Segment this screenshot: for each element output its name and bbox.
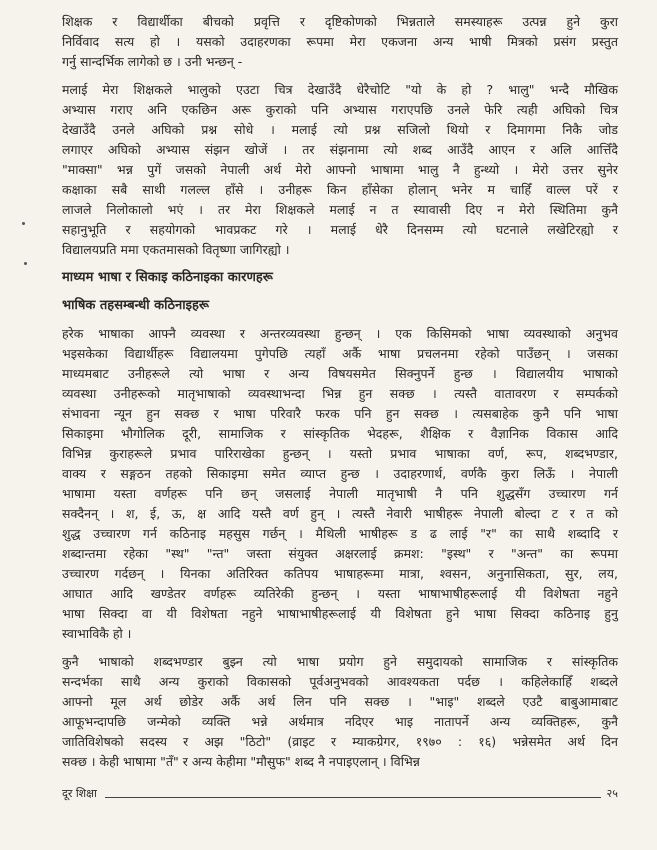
text-line: स्वाभाविकै हो । — [62, 626, 132, 641]
text-line: आफ्नो मूल अर्थ छोडेर अर्कै अर्थ लिन पनि सक्छ । "भाइ" शब्दले एउटै बाबुआमाबाट — [62, 694, 618, 709]
text-line: मलाई मेरा शिक्षकले भालुको एउटा चित्र देखाउँदै धेरैचोटि "यो के हो ? भालु" भन्दै मौखिक — [62, 82, 618, 97]
page-number: २५ — [606, 787, 618, 800]
text-line: सन्दर्भका साथै अन्य कुराको विकासको पूर्वअनुभवको आवश्यकता पर्दछ । कहिलेकाहिँ शब्दले — [62, 674, 618, 689]
footer-publication: दूर शिक्षा — [62, 787, 97, 800]
text-line: आघात आदि खण्डेतर वर्णहरू व्यतिरेकी हुन्छन् । यस्ता भाषाभाषीहरूलाई यी विशेषता नहुने — [62, 586, 618, 601]
text-line: सहानुभूति र सहयोगको भावप्रकट गरे । मलाई धेरै दिनसम्म त्यो घटनाले लखेटिरह्यो र — [62, 222, 618, 237]
scan-speck — [24, 262, 27, 265]
text-line: कक्षाका सबै साथी गलल्ल हाँसे । उनीहरू किन हाँसेका होलान् भनेर म चाहिँ वाल्ल परें र — [62, 182, 618, 197]
text-line: संभावना न्यून हुन सक्छ र भाषा परिवारै फरक पनि हुन सक्छ । त्यसबाहेक कुनै पनि भाषा — [62, 406, 618, 421]
text-line: शिक्षक र विद्यार्थीका बीचको प्रवृत्ति र दृष्टिकोणको भिन्नताले समस्याहरू उत्पन्न हुने कुरा — [62, 14, 618, 29]
text-line: जातिविशेषको सदस्य र अझ "ठिटो" (व्राइट र म्याकग्रेगर, १९७० : १६) भन्नेसमेत अर्थ दिन — [62, 734, 618, 749]
text-line: "माक्सा" भन्न पुगें जसको नेपाली अर्थ मेरो आफ्नो भाषामा भालु नै हुन्थ्यो । मेरो उत्तर सुनेर — [62, 162, 618, 177]
text-line: सक्छ । केही भाषामा "तँ" र अन्य केहीमा "मौसुफ" शब्द नै नपाइएलान् । विभिन्न — [62, 754, 420, 769]
text-line: शुद्ध उच्चारण गर्न कठिनाइ महसुस गर्छन् । मैथिली भाषीहरू ड ढ लाई "र" का साथै शब्दादि र — [62, 526, 618, 541]
subsection-heading: भाषिक तहसम्बन्धी कठिनाइहरू — [62, 298, 210, 313]
paragraph — [62, 324, 618, 644]
footer-rule — [105, 797, 601, 798]
paragraph — [62, 652, 618, 772]
text-line: देखाउँदै उनले अघिको प्रश्न सोधे । मलाई त्यो प्रश्न सजिलो थियो र दिमागमा निकै जोड — [62, 122, 618, 137]
section-heading: माध्यम भाषा र सिकाइ कठिनाइका कारणहरू — [62, 270, 273, 285]
text-line: निर्विवाद सत्य हो । यसको उदाहरणका रूपमा मेरा एकजना अन्य भाषी मित्रको प्रसंग प्रस्तुत — [62, 34, 618, 49]
text-line: भाषा सिक्दा वा यी विशेषता नहुने भाषाभाषीहरूलाई यी विशेषता हुने भाषा सिक्दा कठिनाइ हुनु — [62, 606, 618, 621]
text-line: भाषामा यस्ता वर्णहरू पनि छन् जसलाई नेपाली मातृभाषी नै पनि शुद्धसँग उच्चारण गर्न — [62, 486, 618, 501]
text-line: शब्दान्तमा रहेका "स्थ" "न्त" जस्ता संयुक्त अक्षरलाई क्रमश: "इस्थ" र "अन्त" का रूपमा — [62, 546, 618, 561]
text-line: वाक्य र सङ्गठन तहको सिकाइमा समेत व्याप्त हुन्छ । उदाहरणार्थ, वर्णकै कुरा लिऊँ । नेपाली — [62, 466, 618, 481]
document-page — [62, 0, 618, 772]
text-line: उच्चारण गर्दछन् । यिनका अतिरिक्त कतिपय भाषाहरूमा मात्रा, श्वसन, अनुनासिकता, सुर, लय, — [62, 566, 618, 581]
paragraph — [62, 80, 618, 260]
text-line: लाजले निलोकालो भएं । तर मेरा शिक्षकले मलाई न त स्यावासी दिए न मेरो स्थितिमा कुनै — [62, 202, 618, 217]
scan-speck — [22, 222, 25, 225]
body-top — [62, 12, 618, 260]
text-line: सिकाइमा भौगोलिक दूरी, सामाजिक र सांस्कृतिक भेदहरू, शैक्षिक र वैज्ञानिक विकास आदि — [62, 426, 618, 441]
paragraph — [62, 12, 618, 72]
text-line: आफूभन्दापछि जन्मेको व्यक्ति भन्ने अर्थमात्र नदिएर भाइ नातापर्ने अन्य व्यक्तिहरू, कुनै — [62, 714, 618, 729]
text-line: कुनै भाषाको शब्दभण्डार बुझ्न त्यो भाषा प्रयोग हुने समुदायको सामाजिक र सांस्कृतिक — [62, 654, 618, 669]
text-line: माध्यमबाट उनीहरूले त्यो भाषा र अन्य विषयसमेत सिक्नुपर्ने हुन्छ । विद्यालयीय भाषाको — [62, 366, 618, 381]
text-line: गर्नु सान्दर्भिक लागेको छ । उनी भन्छन् - — [62, 54, 243, 69]
text-line: सक्दैनन् । श, ई, ऊ, क्ष आदि यस्तै वर्ण हुन् । त्यस्तै नेवारी भाषीहरू नेपाली बोल्दा ट र त को — [62, 506, 618, 521]
text-line: भइसकेका विद्यार्थीहरू विद्यालयमा पुगेपछि त्यहाँ अर्कै भाषा प्रचलनमा रहेको पाउँछन् । जसका — [62, 346, 618, 361]
body-bottom — [62, 324, 618, 772]
text-line: अभ्यास गराए अनि एकछिन अरू कुराको पनि अभ्यास गराएपछि उनले फेरि त्यही अघिको चित्र — [62, 102, 618, 117]
page-footer — [62, 782, 618, 802]
text-line: हरेक भाषाका आफ्नै व्यवस्था र अन्तरव्यवस्था हुन्छन् । एक किसिमको भाषा व्यवस्थाको अनुभव — [62, 326, 618, 341]
text-line: व्यवस्था उनीहरूको मातृभाषाको व्यवस्थाभन्दा भिन्न हुन सक्छ । त्यस्तै वातावरण र सम्पर्कको — [62, 386, 618, 401]
text-line: लगाएर अघिको अभ्यास संझन खोजें । तर संझनामा त्यो शब्द आउँदै आएन र अलि आत्तिँदै — [62, 142, 618, 157]
text-line: विद्यालयप्रति ममा एकतमासको वितृष्णा जागिरह्यो । — [62, 242, 290, 257]
text-line: विभिन्न कुराहरूले प्रभाव पारिराखेका हुन्छन् । यस्तो प्रभाव भाषाका वर्ण, रूप, शब्दभण्डार, — [62, 446, 618, 461]
